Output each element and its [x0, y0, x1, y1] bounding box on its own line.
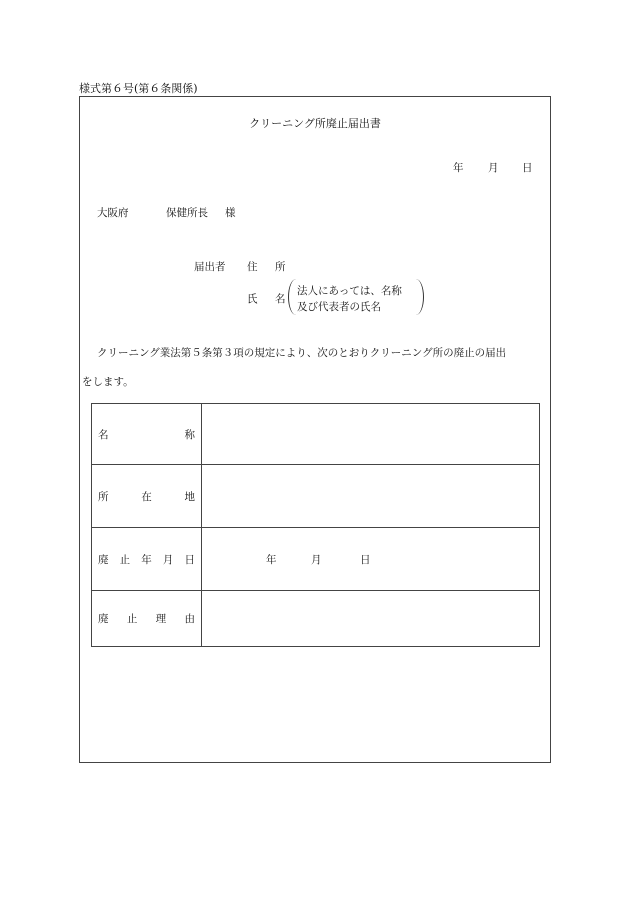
- statement-line2: をします。: [82, 376, 134, 388]
- closure-date-field[interactable]: [202, 528, 540, 591]
- label-char: 在: [141, 490, 152, 503]
- facility-name-label: [92, 404, 202, 465]
- statement-line1: クリーニング業法第５条第３項の規定により、次のとおりクリーニング所の廃止の届出: [97, 347, 507, 359]
- name-label-1: 氏: [247, 293, 258, 305]
- table-row: [92, 591, 540, 647]
- label-char: 地: [184, 490, 195, 503]
- facility-name-field[interactable]: [202, 404, 540, 465]
- location-field[interactable]: [202, 465, 540, 528]
- label-char: 日: [184, 553, 195, 566]
- closure-year-label: 年: [266, 554, 277, 566]
- table-row: [92, 404, 540, 465]
- table-row: [92, 465, 540, 528]
- label-char: 理: [155, 613, 167, 625]
- addressee-honorific: 様: [225, 207, 236, 219]
- corporate-note-line2: 及び代表者の氏名: [297, 301, 381, 313]
- closure-reason-field[interactable]: [202, 591, 540, 647]
- label-char: 由: [184, 613, 195, 625]
- addressee-prefecture: 大阪府: [97, 207, 129, 219]
- address-label-1: 住: [247, 261, 258, 273]
- label-char: 廃: [98, 613, 109, 625]
- closure-day-label: 日: [360, 554, 371, 566]
- location-label: [92, 465, 202, 528]
- label-char: 月: [162, 553, 174, 566]
- details-table: [91, 403, 540, 647]
- date-year-label: 年: [453, 162, 464, 174]
- applicant-label: 届出者: [194, 261, 226, 273]
- date-month-label: 月: [488, 162, 499, 174]
- label-char: 年: [141, 553, 152, 566]
- name-label-2: 名: [275, 293, 286, 305]
- closure-month-label: 月: [311, 554, 322, 566]
- label-char: 名: [98, 428, 109, 441]
- label-char: 称: [184, 428, 195, 441]
- address-field[interactable]: [300, 254, 530, 272]
- date-day-label: 日: [522, 162, 533, 174]
- label-char: 廃: [98, 553, 109, 566]
- label-char: 所: [98, 490, 109, 503]
- address-label-2: 所: [275, 261, 286, 273]
- addressee-office[interactable]: 保健所長: [166, 207, 208, 219]
- form-number: 様式第６号(第６条関係): [79, 82, 198, 95]
- table-row: [92, 528, 540, 591]
- corporate-note-line1: 法人にあっては、名称: [297, 285, 402, 297]
- closure-reason-label: [92, 591, 202, 647]
- form-title: クリーニング所廃止届出書: [249, 117, 381, 130]
- closure-date-label: [92, 528, 202, 591]
- label-char: 止: [126, 613, 138, 625]
- label-char: 止: [119, 553, 131, 566]
- name-field[interactable]: [430, 286, 530, 304]
